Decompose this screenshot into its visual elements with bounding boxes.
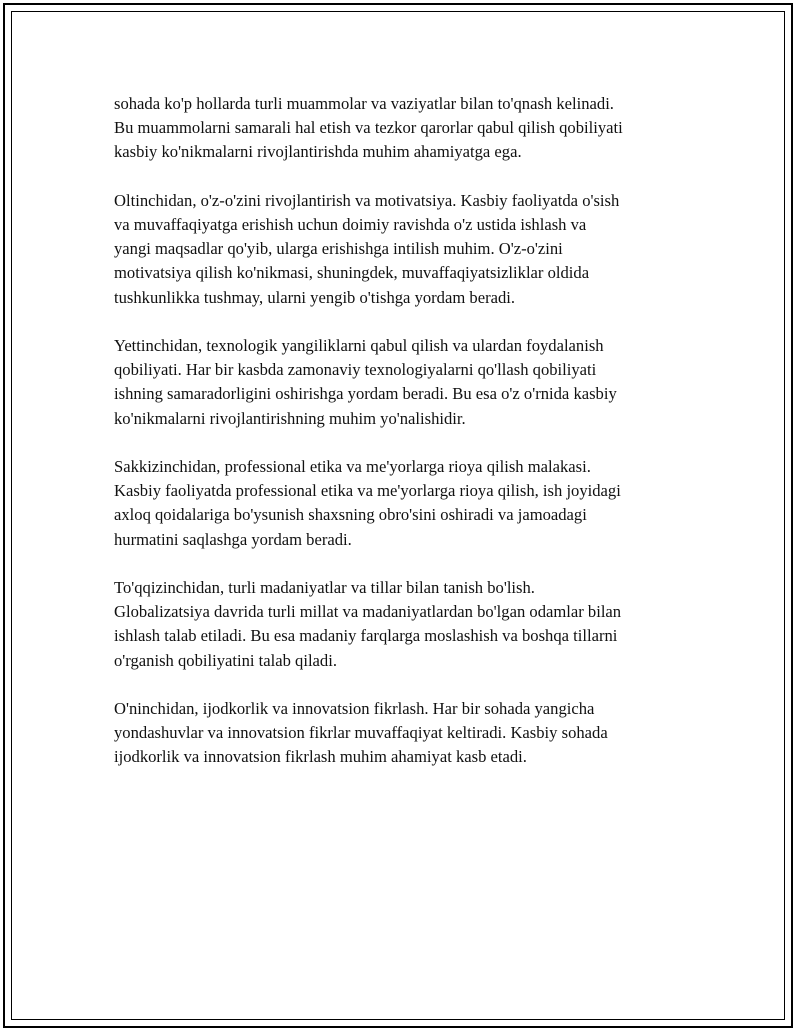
paragraph-self-development: Oltinchidan, o'z-o'zini rivojlantirish va motivatsiya. Kasbiy faoliyatda o'sish va muvaffaqiyatga erishish uchun doimiy ravishda o'z ustida ishlash va yangi maqsadlar qo'yib, ularga erishishga intilish muhim. O'z-o'zini motivatsiya qilish ko'nikmasi, shuningdek, muvaffaqiyatsizliklar oldida tushkunlikka tushmay, ularni yengib o'tishga yordam beradi. (114, 190, 620, 307)
paragraph-problem-solving: sohada ko'p hollarda turli muammolar va vaziyatlar bilan to'qnash kelinadi. Bu muammolarni samarali hal etish va tezkor qarorlar qabul qilish qobiliyati kasbiy ko'nikmalarni rivojlantirishda muhim ahamiyatga ega. (114, 94, 623, 162)
document-body (114, 92, 694, 794)
paragraph-cultures-languages: To'qqizinchidan, turli madaniyatlar va tillar bilan tanish bo'lish. Globalizatsiya davrida turli millat va madaniyatlardan bo'lgan odamlar bilan ishlash talab etiladi. Bu esa madaniy farqlarga moslashish va boshqa tillarni o'rganish qobiliyatini talab qiladi. (114, 578, 622, 670)
paragraph-professional-ethics: Sakkizinchidan, professional etika va me'yorlarga rioya qilish malakasi. Kasbiy faoliyatda professional etika va me'yorlarga rioya qilish, ish joyidagi axloq qoidalariga bo'ysunish shaxsning obro'sini oshiradi va jamoadagi hurmatini saqlashga yordam beradi. (114, 457, 621, 549)
paragraph-creativity-innovation: O'ninchidan, ijodkorlik va innovatsion fikrlash. Har bir sohada yangicha yondashuvlar va innovatsion fikrlar muvaffaqiyat keltiradi. Kasbiy sohada ijodkorlik va innovatsion fikrlash muhim ahamiyat kasb etadi. (114, 699, 608, 767)
paragraph-technology: Yettinchidan, texnologik yangiliklarni qabul qilish va ulardan foydalanish qobiliyati. Har bir kasbda zamonaviy texnologiyalarni qo'llash qobiliyati ishning samaradorligini oshirishga yordam beradi. Bu esa o'z o'rnida kasbiy ko'nikmalarni rivojlantirishning muhim yo'nalishidir. (114, 336, 617, 428)
